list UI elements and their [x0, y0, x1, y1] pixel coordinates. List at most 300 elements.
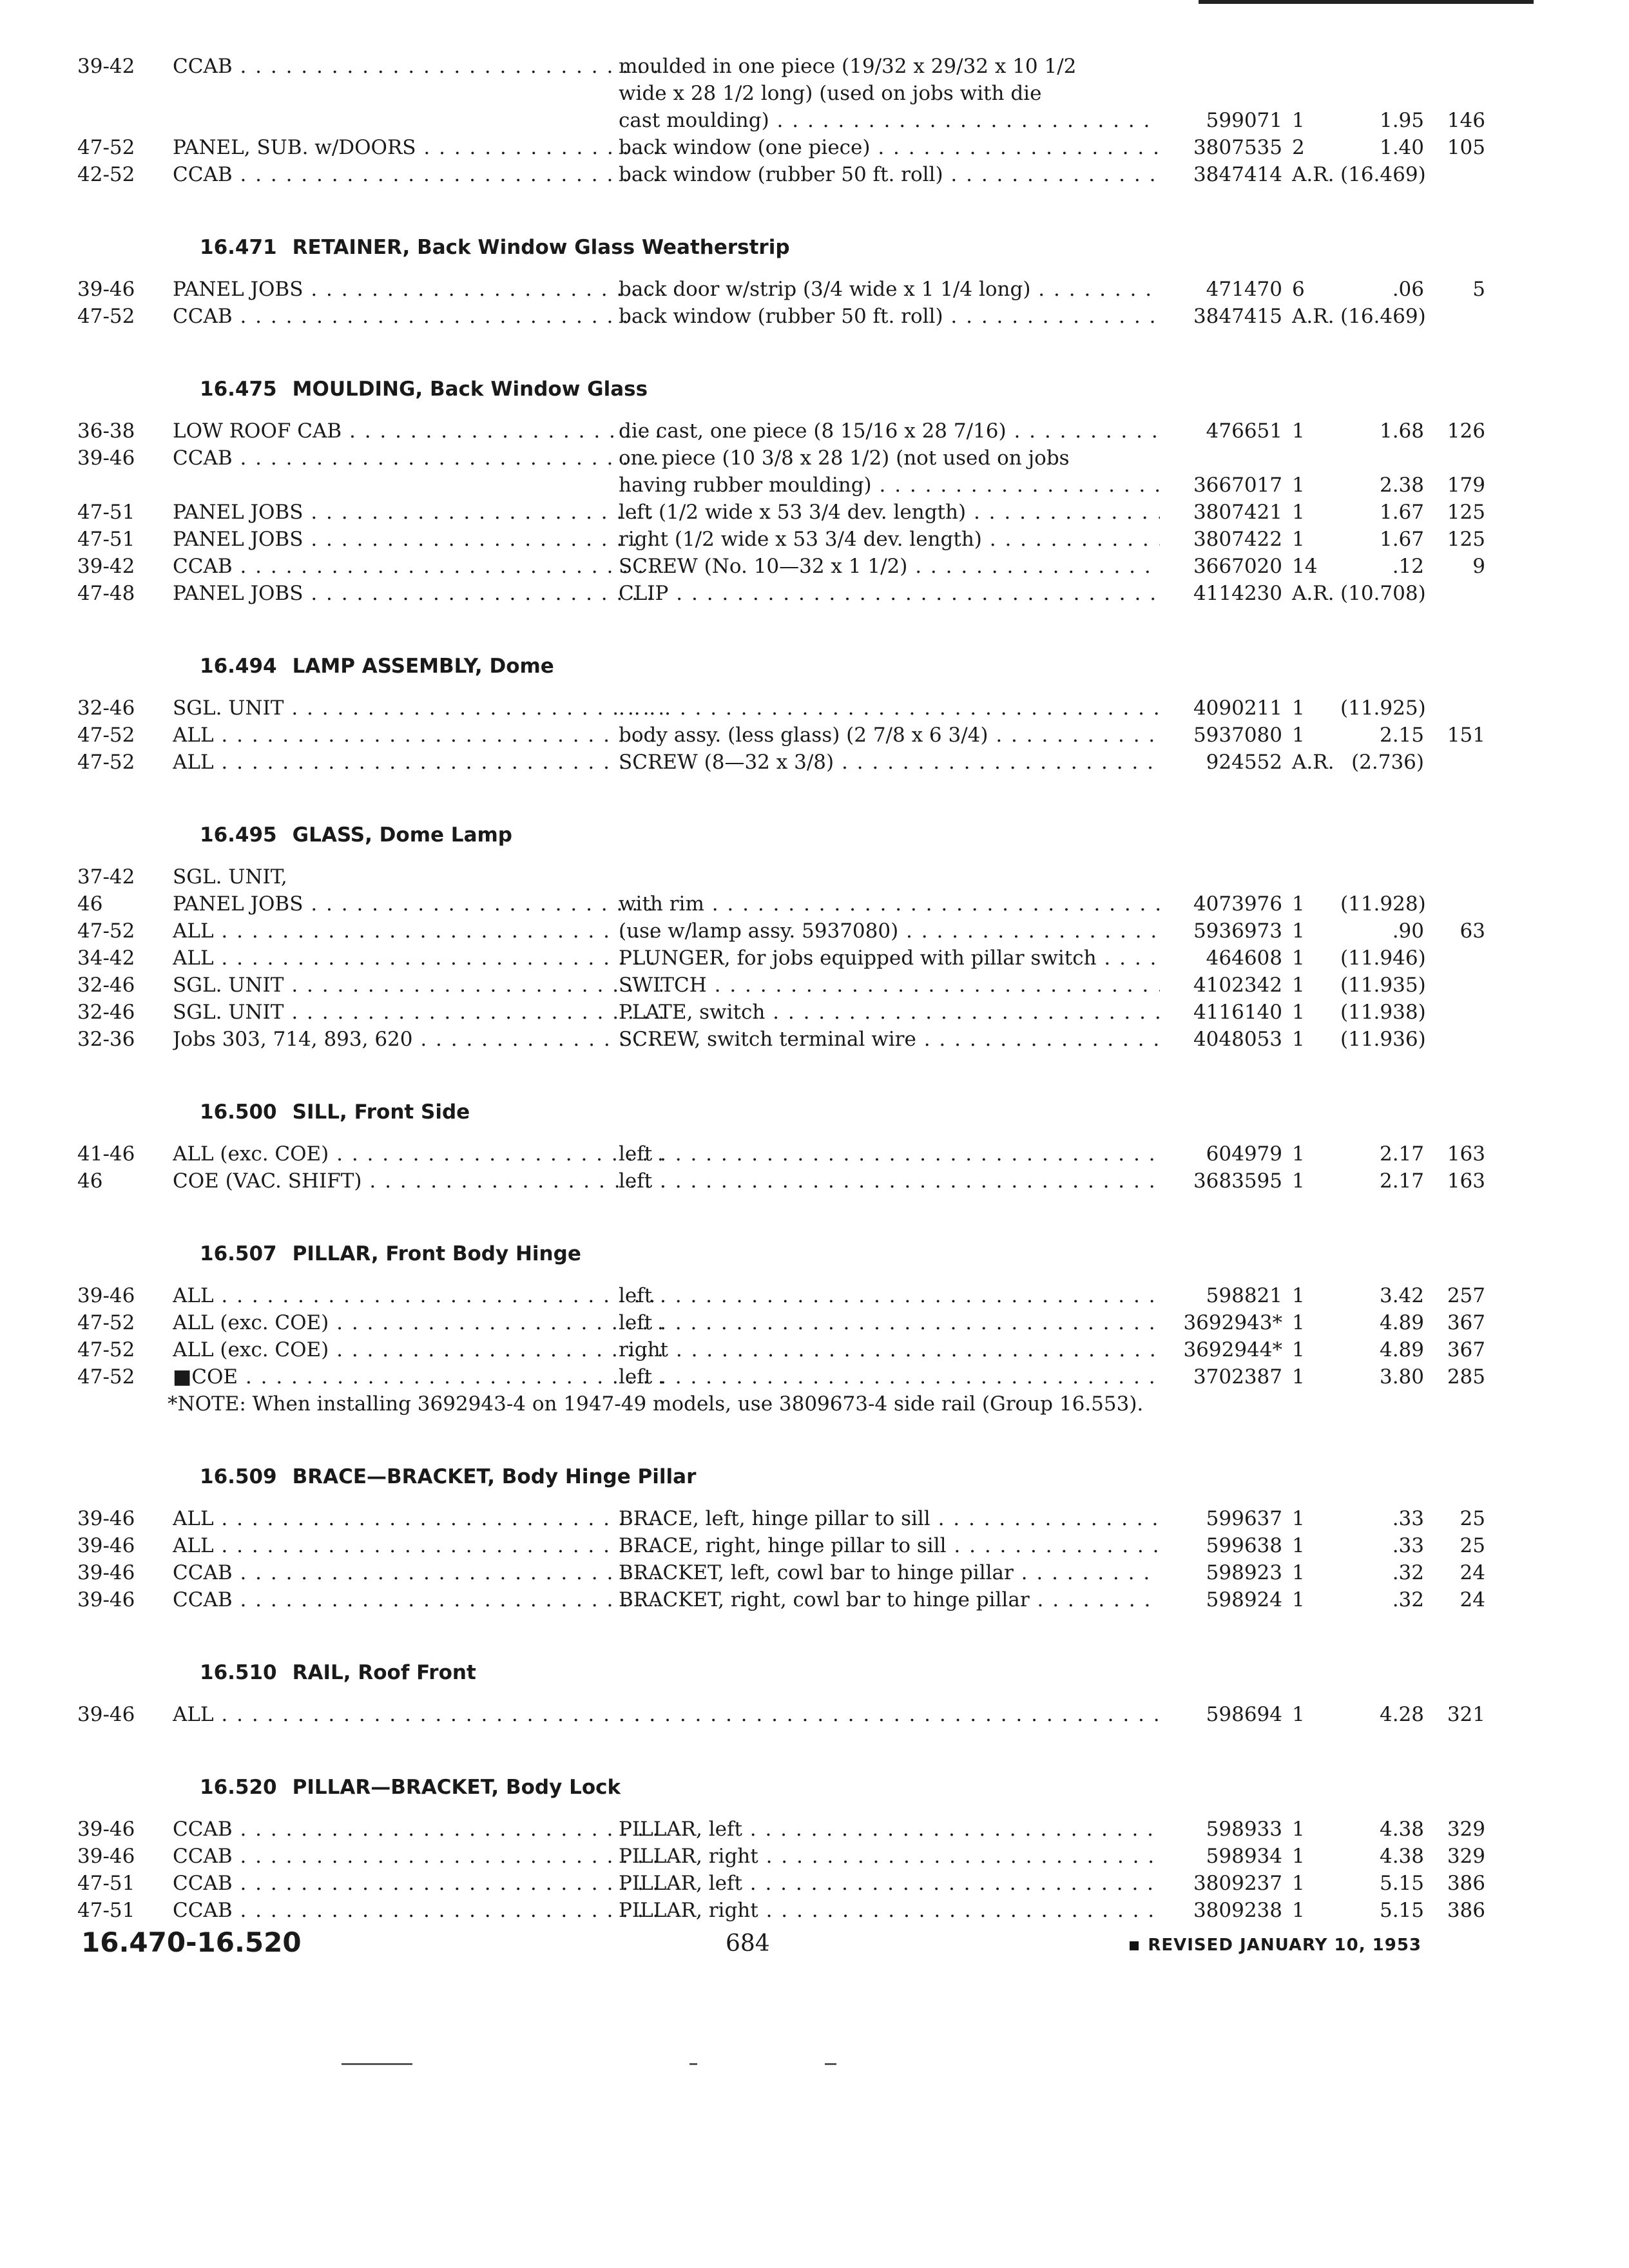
price-or-reference: (11.935) [1340, 974, 1426, 997]
price-or-reference: .32 [1392, 1561, 1424, 1584]
price-or-reference: .33 [1392, 1507, 1424, 1530]
price-or-reference: (2.736) [1351, 751, 1424, 774]
model-application: ALL . . . [173, 749, 662, 776]
part-row [77, 1336, 1485, 1363]
price-or-reference: 2.38 [1379, 474, 1424, 497]
model-application: ALL (exc. COE) . . . [173, 1140, 662, 1168]
price-or-reference: 2.17 [1379, 1142, 1424, 1166]
part-row [77, 972, 1469, 999]
part-number: 3667020 [1193, 555, 1282, 578]
model-application: ALL . . . [173, 1701, 662, 1728]
model-application: CCAB . . . [173, 1870, 662, 1897]
part-row [77, 303, 1469, 330]
group-title: RETAINER, Back Window Glass Weatherstrip [292, 236, 790, 259]
quantity: 1 [1292, 1588, 1305, 1611]
price-group: 386 [1447, 1872, 1485, 1895]
model-years: 39-42 [77, 55, 135, 78]
model-years: 37-42 [77, 865, 135, 889]
price-or-reference: 1.68 [1379, 419, 1424, 443]
section-heading [200, 1771, 1469, 1804]
price-group: 63 [1460, 919, 1485, 943]
model-years: 46 [77, 892, 103, 916]
part-number: 4048053 [1193, 1028, 1282, 1051]
group-title: GLASS, Dome Lamp [292, 823, 512, 847]
quantity: 1 [1292, 474, 1305, 497]
model-application: CCAB . . . [173, 1586, 662, 1613]
part-number: 5936973 [1193, 919, 1282, 943]
part-number: 3692944* [1183, 1338, 1282, 1361]
price-or-reference: (16.469) [1340, 305, 1426, 328]
price-or-reference: 5.15 [1379, 1899, 1424, 1922]
part-description: left (1/2 wide x 53 3/4 dev. length) . . . [619, 499, 1160, 526]
quantity: A.R. [1292, 305, 1335, 328]
model-application: CCAB . . . [173, 1843, 662, 1870]
price-or-reference: 4.89 [1379, 1338, 1424, 1361]
price-or-reference: .32 [1392, 1588, 1424, 1611]
model-application: ALL . . . [173, 945, 662, 972]
part-description: SWITCH . . . [619, 972, 1160, 999]
part-number: 464608 [1206, 947, 1282, 970]
price-or-reference: 5.15 [1379, 1872, 1424, 1895]
part-row [77, 472, 1485, 499]
price-group: 321 [1447, 1703, 1485, 1726]
part-description: back window (one piece) . . . [619, 134, 1160, 161]
part-description: PILLAR, right . . . [619, 1843, 1160, 1870]
price-group: 367 [1447, 1311, 1485, 1334]
price-or-reference: 3.42 [1379, 1284, 1424, 1307]
model-years: 47-51 [77, 528, 135, 551]
part-number: 4116140 [1193, 1001, 1282, 1024]
price-or-reference: (16.469) [1340, 163, 1426, 186]
model-application: CCAB . . . [173, 303, 662, 330]
section-note: *NOTE: When installing 3692943-4 on 1947-49 models, use 3809673-4 side rail (Group 16.553). [168, 1392, 1144, 1416]
part-row [77, 418, 1485, 445]
part-description: BRACE, left, hinge pillar to sill . . . [619, 1505, 1160, 1532]
parts-section [77, 1460, 1485, 1613]
price-group: 329 [1447, 1818, 1485, 1841]
parts-section [77, 1237, 1485, 1418]
part-description: BRACKET, left, cowl bar to hinge pillar . . . [619, 1559, 1160, 1586]
price-or-reference: .06 [1392, 278, 1424, 301]
model-years: 39-46 [77, 1534, 135, 1557]
page-footer [81, 1927, 1422, 1965]
part-row [77, 945, 1469, 972]
model-years: 47-52 [77, 919, 135, 943]
part-description: left . . . [619, 1282, 1160, 1309]
model-application: Jobs 303, 714, 893, 620 . . . [173, 1026, 662, 1053]
price-group: 179 [1447, 474, 1485, 497]
model-years: 47-51 [77, 1899, 135, 1922]
group-number: 16.494 [200, 655, 277, 678]
part-row [77, 161, 1469, 188]
part-row [77, 276, 1485, 303]
part-row [77, 1026, 1469, 1053]
part-description: right (1/2 wide x 53 3/4 dev. length) . . . [619, 526, 1160, 553]
price-group: 285 [1447, 1365, 1485, 1389]
price-group: 329 [1447, 1845, 1485, 1868]
part-row [77, 1843, 1485, 1870]
part-description: one piece (10 3/8 x 28 1/2) (not used on jobs [619, 447, 1070, 470]
part-number: 5937080 [1193, 724, 1282, 747]
price-or-reference: 1.67 [1379, 501, 1424, 524]
quantity: 1 [1292, 947, 1305, 970]
quantity: 1 [1292, 1001, 1305, 1024]
model-years: 46 [77, 1169, 103, 1193]
part-description: back door w/strip (3/4 wide x 1 1/4 long) . . . [619, 276, 1160, 303]
model-application: COE (VAC. SHIFT) . . . [173, 1168, 662, 1195]
quantity: 1 [1292, 1338, 1305, 1361]
part-number: 3809237 [1193, 1872, 1282, 1895]
page-number: 684 [726, 1930, 770, 1957]
model-application: ALL . . . [173, 918, 662, 945]
part-row [77, 1505, 1485, 1532]
group-number: 16.495 [200, 823, 277, 847]
price-or-reference: 1.40 [1379, 136, 1424, 159]
model-years: 39-46 [77, 447, 135, 470]
part-description: cast moulding) . . . [619, 107, 1160, 134]
part-number: 4073976 [1193, 892, 1282, 916]
part-description [619, 695, 1160, 722]
group-number: 16.475 [200, 378, 277, 401]
part-description: back window (rubber 50 ft. roll) . . . [619, 303, 1160, 330]
model-application: CCAB . . . [173, 53, 662, 80]
scan-mark [825, 2063, 836, 2065]
scan-mark [689, 2063, 697, 2065]
parts-section [77, 231, 1485, 330]
group-title: PILLAR—BRACKET, Body Lock [292, 1776, 621, 1799]
quantity: 1 [1292, 1899, 1305, 1922]
section-heading [200, 1460, 1469, 1494]
part-row [77, 1363, 1485, 1390]
part-row [77, 1559, 1485, 1586]
part-description: PILLAR, left . . . [619, 1870, 1160, 1897]
part-row [77, 695, 1469, 722]
part-description: SCREW, switch terminal wire . . . [619, 1026, 1160, 1053]
model-application: CCAB . . . [173, 1559, 662, 1586]
quantity: 1 [1292, 419, 1305, 443]
parts-section [77, 649, 1485, 776]
price-group: 9 [1472, 555, 1485, 578]
part-description: PLATE, switch . . . [619, 999, 1160, 1026]
quantity: 1 [1292, 697, 1305, 720]
revision-text: REVISED JANUARY 10, 1953 [1148, 1936, 1422, 1955]
model-application: CCAB . . . [173, 1897, 662, 1924]
parts-section [77, 818, 1485, 1053]
part-number: 598924 [1206, 1588, 1282, 1611]
part-row [77, 999, 1469, 1026]
model-years: 47-48 [77, 582, 135, 605]
model-years: 32-46 [77, 1001, 135, 1024]
price-group: 146 [1447, 109, 1485, 132]
quantity: 1 [1292, 1561, 1305, 1584]
part-row [77, 1897, 1485, 1924]
group-title: BRACE—BRACKET, Body Hinge Pillar [292, 1465, 697, 1488]
quantity: 1 [1292, 1507, 1305, 1530]
model-years: 47-52 [77, 305, 135, 328]
part-number: 598923 [1206, 1561, 1282, 1584]
part-description: having rubber moulding) . . . [619, 472, 1160, 499]
part-number: 3667017 [1193, 474, 1282, 497]
section-heading [200, 1237, 1469, 1271]
model-years: 39-46 [77, 1561, 135, 1584]
part-number: 4114230 [1193, 582, 1282, 605]
scan-mark [342, 2063, 412, 2065]
part-description [619, 1701, 1160, 1728]
price-group: 125 [1447, 528, 1485, 551]
model-application: PANEL, SUB. w/DOORS . . . [173, 134, 662, 161]
part-number: 3847415 [1193, 305, 1282, 328]
section-heading [200, 649, 1469, 683]
section-heading [200, 231, 1469, 264]
model-years: 39-42 [77, 555, 135, 578]
model-application: CCAB . . . [173, 1816, 662, 1843]
price-group: 105 [1447, 136, 1485, 159]
group-number: 16.509 [200, 1465, 277, 1488]
quantity: A.R. [1292, 163, 1335, 186]
price-or-reference: (10.708) [1340, 582, 1426, 605]
part-number: 4090211 [1193, 697, 1282, 720]
part-description: PLUNGER, for jobs equipped with pillar switch . . . [619, 945, 1160, 972]
model-application: SGL. UNIT . . . [173, 972, 662, 999]
part-row [77, 580, 1469, 607]
model-years: 47-52 [77, 724, 135, 747]
model-application: SGL. UNIT, [173, 865, 287, 889]
part-description: left . . . [619, 1140, 1160, 1168]
part-number: 471470 [1206, 278, 1282, 301]
group-title: LAMP ASSEMBLY, Dome [292, 655, 554, 678]
part-row [77, 1816, 1485, 1843]
model-years: 47-52 [77, 751, 135, 774]
part-number: 604979 [1206, 1142, 1282, 1166]
quantity: 1 [1292, 1169, 1305, 1193]
model-years: 39-46 [77, 1284, 135, 1307]
model-application: ALL . . . [173, 1282, 662, 1309]
quantity: 1 [1292, 1311, 1305, 1334]
part-number: 599071 [1206, 109, 1282, 132]
quantity: 1 [1292, 974, 1305, 997]
price-or-reference: (11.936) [1340, 1028, 1426, 1051]
group-title: PILLAR, Front Body Hinge [292, 1242, 581, 1265]
part-description: die cast, one piece (8 15/16 x 28 7/16) . . . [619, 418, 1160, 445]
part-row [77, 1168, 1485, 1195]
part-row [77, 53, 1469, 80]
quantity: 1 [1292, 1365, 1305, 1389]
price-group: 24 [1460, 1588, 1485, 1611]
part-row [77, 445, 1469, 472]
price-group: 163 [1447, 1169, 1485, 1193]
price-group: 5 [1472, 278, 1485, 301]
group-number: 16.510 [200, 1661, 277, 1684]
model-years: 39-46 [77, 1845, 135, 1868]
part-number: 3807422 [1193, 528, 1282, 551]
price-group: 126 [1447, 419, 1485, 443]
part-row [77, 553, 1485, 580]
price-or-reference: (11.928) [1340, 892, 1426, 916]
group-number: 16.507 [200, 1242, 277, 1265]
part-row [77, 1282, 1485, 1309]
model-years: 39-46 [77, 278, 135, 301]
model-application: CCAB . . . [173, 553, 662, 580]
section-heading [200, 1656, 1469, 1689]
model-application: ALL . . . [173, 1532, 662, 1559]
price-group: 367 [1447, 1338, 1485, 1361]
part-description: left . . . [619, 1168, 1160, 1195]
model-application: PANEL JOBS . . . [173, 526, 662, 553]
price-group: 25 [1460, 1534, 1485, 1557]
quantity: 1 [1292, 1284, 1305, 1307]
model-application: ALL (exc. COE) . . . [173, 1336, 662, 1363]
part-row [77, 1701, 1485, 1728]
part-number: 599638 [1206, 1534, 1282, 1557]
top-rule [1199, 0, 1534, 4]
model-years: 47-51 [77, 501, 135, 524]
quantity: A.R. [1292, 751, 1335, 774]
group-number: 16.500 [200, 1100, 277, 1124]
parts-section [77, 53, 1485, 188]
part-number: 476651 [1206, 419, 1282, 443]
part-number: 3847414 [1193, 163, 1282, 186]
model-application: SGL. UNIT . . . [173, 999, 662, 1026]
model-application: ALL (exc. COE) . . . [173, 1309, 662, 1336]
price-or-reference: 4.38 [1379, 1845, 1424, 1868]
part-description: BRACE, right, hinge pillar to sill . . . [619, 1532, 1160, 1559]
part-row [77, 722, 1485, 749]
part-description: wide x 28 1/2 long) (used on jobs with die [619, 82, 1042, 105]
part-row [77, 107, 1485, 134]
price-group: 257 [1447, 1284, 1485, 1307]
part-row [77, 918, 1485, 945]
quantity: 1 [1292, 724, 1305, 747]
price-or-reference: 1.95 [1379, 109, 1424, 132]
part-number: 3692943* [1183, 1311, 1282, 1334]
price-or-reference: (11.938) [1340, 1001, 1426, 1024]
quantity: 2 [1292, 136, 1305, 159]
price-group: 125 [1447, 501, 1485, 524]
price-or-reference: (11.925) [1340, 697, 1426, 720]
model-years: 32-46 [77, 974, 135, 997]
model-years: 47-52 [77, 136, 135, 159]
model-years: 47-52 [77, 1365, 135, 1389]
model-application: CCAB . . . [173, 161, 662, 188]
part-number: 924552 [1206, 751, 1282, 774]
group-number: 16.520 [200, 1776, 277, 1799]
model-years: 42-52 [77, 163, 135, 186]
price-or-reference: 3.80 [1379, 1365, 1424, 1389]
price-group: 25 [1460, 1507, 1485, 1530]
model-application: ALL . . . [173, 1505, 662, 1532]
part-number: 4102342 [1193, 974, 1282, 997]
model-application: SGL. UNIT . . . [173, 695, 662, 722]
part-number: 598821 [1206, 1284, 1282, 1307]
part-description: back window (rubber 50 ft. roll) . . . [619, 161, 1160, 188]
parts-section [77, 1771, 1485, 1924]
model-application: PANEL JOBS . . . [173, 276, 662, 303]
price-group: 386 [1447, 1899, 1485, 1922]
section-heading [200, 372, 1469, 406]
part-description: right . . . [619, 1336, 1160, 1363]
model-years: 39-46 [77, 1818, 135, 1841]
quantity: 1 [1292, 919, 1305, 943]
group-title: SILL, Front Side [292, 1100, 470, 1124]
part-description: (use w/lamp assy. 5937080) . . . [619, 918, 1160, 945]
parts-section [77, 372, 1485, 607]
price-group: 163 [1447, 1142, 1485, 1166]
part-row [77, 499, 1485, 526]
part-number: 3809238 [1193, 1899, 1282, 1922]
part-row [77, 1140, 1485, 1168]
part-description: PILLAR, right . . . [619, 1897, 1160, 1924]
model-years: 39-46 [77, 1703, 135, 1726]
part-number: 3807535 [1193, 136, 1282, 159]
part-number: 598694 [1206, 1703, 1282, 1726]
quantity: 1 [1292, 1703, 1305, 1726]
section-heading [200, 1095, 1469, 1129]
quantity: 1 [1292, 528, 1305, 551]
model-years: 36-38 [77, 419, 135, 443]
quantity: 1 [1292, 892, 1305, 916]
part-description: left . . . [619, 1309, 1160, 1336]
model-years: 32-36 [77, 1028, 135, 1051]
part-row [77, 1870, 1485, 1897]
part-description: SCREW (No. 10—32 x 1 1/2) . . . [619, 553, 1160, 580]
model-years: 34-42 [77, 947, 135, 970]
model-years: 39-46 [77, 1507, 135, 1530]
model-years: 39-46 [77, 1588, 135, 1611]
price-or-reference: .12 [1392, 555, 1424, 578]
part-number: 3807421 [1193, 501, 1282, 524]
price-or-reference: 2.15 [1379, 724, 1424, 747]
model-years: 47-52 [77, 1311, 135, 1334]
group-range: 16.470-16.520 [81, 1927, 302, 1958]
price-or-reference: (11.946) [1340, 947, 1426, 970]
model-years: 47-52 [77, 1338, 135, 1361]
part-description: BRACKET, right, cowl bar to hinge pillar . . . [619, 1586, 1160, 1613]
parts-section [77, 1656, 1485, 1728]
part-row [77, 890, 1469, 918]
quantity: 1 [1292, 109, 1305, 132]
price-group: 24 [1460, 1561, 1485, 1584]
revision-note [1130, 1936, 1422, 1955]
model-years: 32-46 [77, 697, 135, 720]
model-application: CCAB . . . [173, 445, 662, 472]
quantity: 1 [1292, 1845, 1305, 1868]
part-row [77, 80, 1469, 107]
model-application: ■COE . . . [173, 1363, 662, 1390]
part-row [77, 526, 1485, 553]
quantity: 1 [1292, 1142, 1305, 1166]
model-years: 41-46 [77, 1142, 135, 1166]
quantity: 1 [1292, 1534, 1305, 1557]
price-or-reference: 1.67 [1379, 528, 1424, 551]
part-number: 598933 [1206, 1818, 1282, 1841]
part-number: 3702387 [1193, 1365, 1282, 1389]
price-or-reference: 4.28 [1379, 1703, 1424, 1726]
part-row [77, 863, 1469, 890]
price-or-reference: 4.89 [1379, 1311, 1424, 1334]
model-application: PANEL JOBS . . . [173, 580, 662, 607]
group-title: MOULDING, Back Window Glass [292, 378, 648, 401]
part-row [77, 1586, 1485, 1613]
quantity: 1 [1292, 1818, 1305, 1841]
part-description: left . . . [619, 1363, 1160, 1390]
model-application: PANEL JOBS . . . [173, 890, 662, 918]
group-title: RAIL, Roof Front [292, 1661, 476, 1684]
part-description: CLIP . . . [619, 580, 1160, 607]
parts-section [77, 1095, 1485, 1195]
part-row [77, 1309, 1485, 1336]
quantity: 1 [1292, 1028, 1305, 1051]
model-application: LOW ROOF CAB . . . [173, 418, 662, 445]
